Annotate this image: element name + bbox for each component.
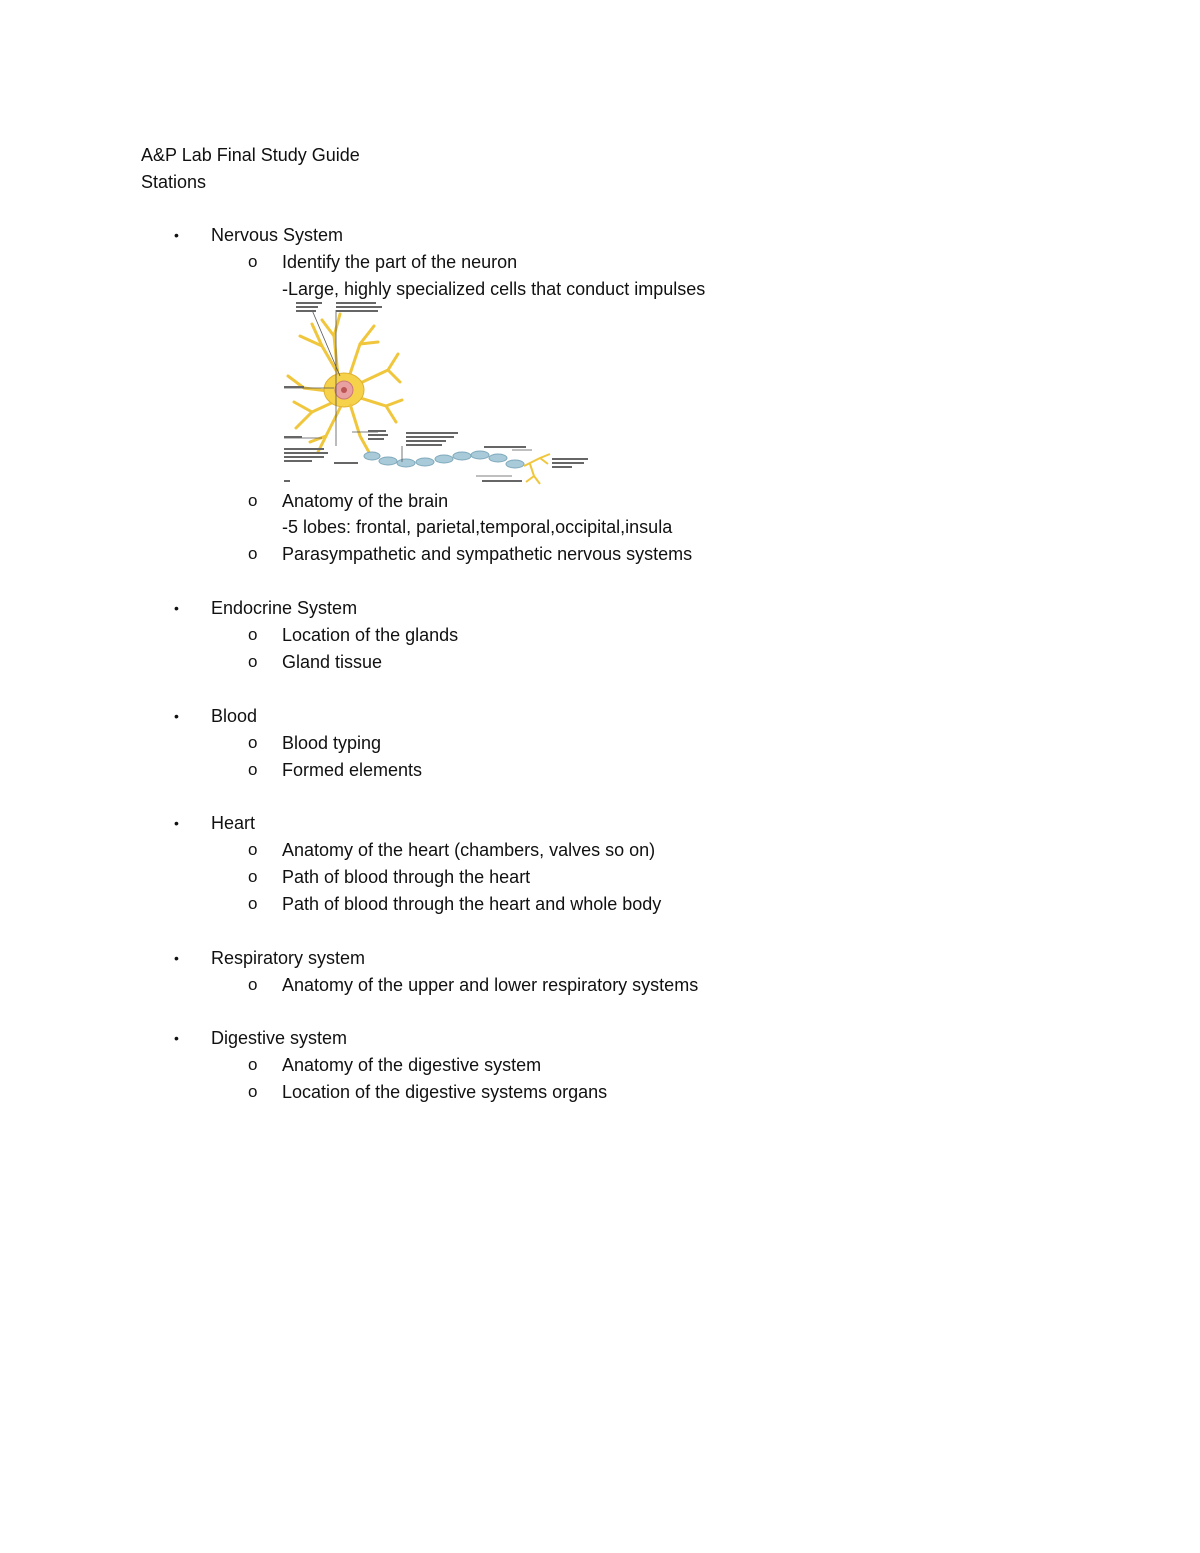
list-item-text: Parasympathetic and sympathetic nervous systems — [282, 544, 693, 564]
list-item-text: Location of the glands — [282, 625, 459, 645]
list-item — [0, 1054, 1200, 1081]
section-label: Respiratory system — [211, 948, 366, 968]
list-item — [0, 251, 1200, 278]
sub-bullet-glyph: o — [248, 252, 258, 271]
section-label: Heart — [211, 813, 256, 833]
list-item-text: Anatomy of the brain — [282, 491, 449, 511]
sub-bullet-glyph: o — [248, 491, 258, 510]
list-item-text: Formed elements — [282, 760, 423, 780]
bullet-glyph: • — [174, 600, 179, 616]
list-item — [0, 866, 1200, 893]
list-item — [0, 732, 1200, 759]
list-item — [0, 651, 1200, 678]
sub-bullet-glyph: o — [248, 1055, 258, 1074]
note-text: -Large, highly specialized cells that conduct impulses — [282, 279, 706, 299]
list-item — [0, 490, 1200, 517]
note-text: -5 lobes: frontal, parietal,temporal,occipital,insula — [282, 517, 673, 537]
sub-bullet-glyph: o — [248, 975, 258, 994]
sub-bullet-glyph: o — [248, 894, 258, 913]
list-item-text: Identify the part of the neuron — [282, 252, 518, 272]
bullet-glyph: • — [174, 950, 179, 966]
bullet-glyph: • — [174, 227, 179, 243]
list-item — [0, 543, 1200, 570]
list-item-text: Gland tissue — [282, 652, 383, 672]
bullet-glyph: • — [174, 815, 179, 831]
list-item-text: Path of blood through the heart — [282, 867, 531, 887]
section-label: Endocrine System — [211, 598, 358, 618]
list-item — [0, 839, 1200, 866]
list-item-text: Blood typing — [282, 733, 382, 753]
list-item — [0, 759, 1200, 786]
list-item-text: Path of blood through the heart and whole body — [282, 894, 662, 914]
list-item-text: Location of the digestive systems organs — [282, 1082, 608, 1102]
sub-bullet-glyph: o — [248, 1082, 258, 1101]
sub-bullet-glyph: o — [248, 840, 258, 859]
neuron-diagram — [282, 296, 592, 486]
sub-bullet-glyph: o — [248, 625, 258, 644]
list-item-text: Anatomy of the heart (chambers, valves so on) — [282, 840, 656, 860]
list-item-text: Anatomy of the upper and lower respiratory systems — [282, 975, 699, 995]
document-subtitle: Stations — [141, 172, 207, 192]
list-item — [0, 624, 1200, 651]
sub-bullet-glyph: o — [248, 733, 258, 752]
list-item — [0, 974, 1200, 1001]
list-item-text: Anatomy of the digestive system — [282, 1055, 542, 1075]
list-item — [0, 893, 1200, 920]
bullet-glyph: • — [174, 708, 179, 724]
document-title: A&P Lab Final Study Guide — [141, 145, 360, 165]
bullet-glyph: • — [174, 1030, 179, 1046]
section-label: Blood — [211, 706, 258, 726]
list-item — [0, 1081, 1200, 1108]
sub-bullet-glyph: o — [248, 760, 258, 779]
section-label: Digestive system — [211, 1028, 348, 1048]
sub-bullet-glyph: o — [248, 652, 258, 671]
sub-bullet-glyph: o — [248, 544, 258, 563]
sub-bullet-glyph: o — [248, 867, 258, 886]
section-label: Nervous System — [211, 225, 344, 245]
